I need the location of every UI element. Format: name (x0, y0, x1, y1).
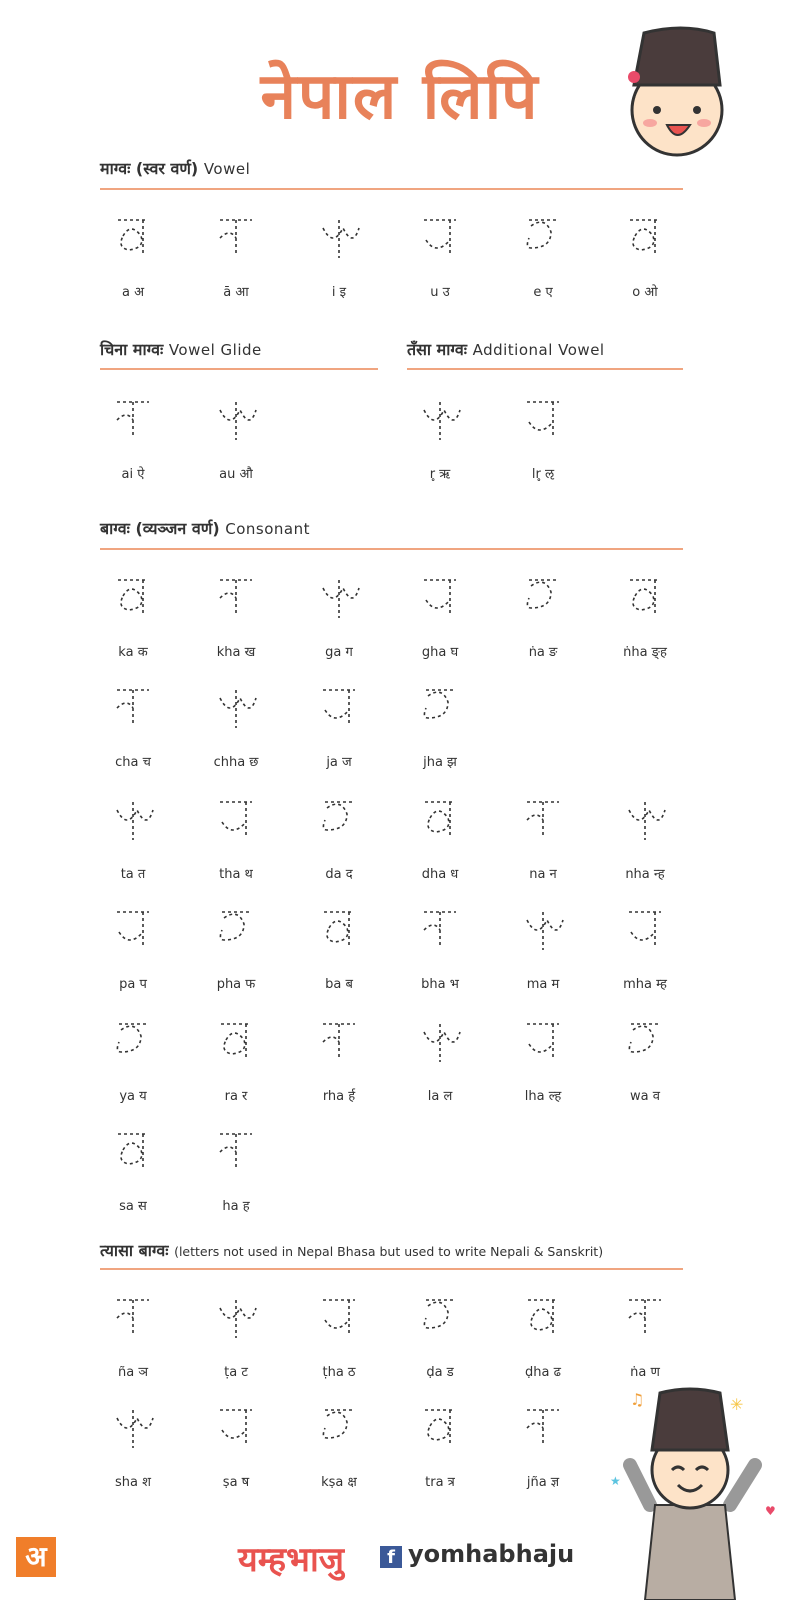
traceable-letter-icon (615, 900, 675, 960)
traceable-letter-icon (513, 390, 573, 450)
letter-cell (498, 1288, 588, 1380)
traceable-letter-icon (103, 900, 163, 960)
traceable-letter-icon (615, 790, 675, 850)
traceable-letter-icon (410, 1398, 470, 1458)
traceable-letter-icon (206, 1012, 266, 1072)
traceable-letter-icon (513, 900, 573, 960)
letter-label: i इ (331, 285, 347, 300)
traceable-letter-icon (206, 208, 266, 268)
letter-cell (294, 900, 384, 992)
traceable-letter-icon (513, 208, 573, 268)
traceable-letter-icon (410, 900, 470, 960)
traceable-letter-icon (206, 790, 266, 850)
traceable-letter-icon (103, 1398, 163, 1458)
traceable-letter-icon (513, 1012, 573, 1072)
letter-cell (395, 390, 485, 482)
traceable-letter-icon (206, 678, 266, 738)
brand-wordmark: यम्हभाजु (238, 1540, 344, 1580)
letter-cell (191, 208, 281, 300)
traceable-letter-icon (103, 678, 163, 738)
letter-label: pha फ (216, 977, 256, 992)
letter-cell (191, 1012, 281, 1104)
letter-cell (88, 390, 178, 482)
traceable-letter-icon (206, 900, 266, 960)
letter-label: lha ल्ह (524, 1089, 562, 1104)
traceable-letter-icon (410, 568, 470, 628)
letter-label: ma म (526, 977, 560, 992)
traceable-letter-icon (410, 790, 470, 850)
letter-label: da द (325, 867, 353, 882)
divider (100, 1268, 683, 1270)
letter-cell (294, 1398, 384, 1490)
section-glide-heading: चिना माग्वः Vowel Glide (100, 340, 262, 359)
letter-cell (498, 1012, 588, 1104)
traceable-letter-icon (513, 1398, 573, 1458)
letter-label: wa व (630, 1089, 660, 1104)
letter-label: rha र्ह (322, 1089, 356, 1104)
letter-cell (600, 208, 690, 300)
letter-cell (600, 568, 690, 660)
facebook-icon[interactable]: f (380, 1546, 402, 1568)
traceable-letter-icon (103, 790, 163, 850)
letter-cell (191, 568, 281, 660)
letter-label: dha ध (421, 867, 459, 882)
letter-label: ḍa ड (426, 1365, 454, 1380)
letter-label: chha छ (213, 755, 259, 770)
letter-label: cha च (115, 755, 151, 770)
section-vowel-heading: माग्वः (स्वर वर्ण) Vowel (100, 159, 251, 178)
letter-cell (600, 790, 690, 882)
traceable-letter-icon (103, 1012, 163, 1072)
letter-label: o ओ (632, 285, 658, 300)
traceable-letter-icon (103, 1122, 163, 1182)
letter-label: ṅa ण (630, 1365, 660, 1380)
letter-cell (600, 1012, 690, 1104)
traceable-letter-icon (615, 208, 675, 268)
letter-label: ka क (118, 645, 148, 660)
letter-cell (88, 790, 178, 882)
traceable-letter-icon (309, 678, 369, 738)
letter-cell (191, 1122, 281, 1214)
letter-cell (191, 1288, 281, 1380)
traceable-letter-icon (410, 390, 470, 450)
letter-cell (498, 900, 588, 992)
letter-cell (88, 1122, 178, 1214)
letter-cell (395, 1398, 485, 1490)
traceable-letter-icon (309, 568, 369, 628)
letter-label: a अ (121, 285, 145, 300)
traceable-letter-icon (103, 390, 163, 450)
letter-cell (294, 568, 384, 660)
section-additional-heading: तँसा माग्वः Additional Vowel (407, 340, 605, 359)
letter-label: ra र (224, 1089, 248, 1104)
svg-text:♫: ♫ (630, 1390, 645, 1409)
letter-label: mha म्ह (623, 977, 667, 992)
letter-label: jña ज्ञ (526, 1475, 560, 1490)
letter-label: tha थ (219, 867, 253, 882)
traceable-letter-icon (206, 1398, 266, 1458)
letter-label: bha भ (421, 977, 459, 992)
letter-cell (191, 1398, 281, 1490)
letter-cell (395, 1012, 485, 1104)
traceable-letter-icon (309, 1288, 369, 1348)
mascot-top-icon (612, 25, 742, 160)
traceable-letter-icon (103, 1288, 163, 1348)
traceable-letter-icon (206, 1122, 266, 1182)
letter-label: sa स (119, 1199, 147, 1214)
letter-cell (191, 678, 281, 770)
divider (100, 188, 683, 190)
letter-cell (191, 900, 281, 992)
traceable-letter-icon (615, 568, 675, 628)
traceable-letter-icon (206, 390, 266, 450)
letter-cell (395, 568, 485, 660)
letter-cell (498, 390, 588, 482)
letter-cell (498, 1398, 588, 1490)
letter-cell (191, 390, 281, 482)
letter-cell (88, 1288, 178, 1380)
traceable-letter-icon (206, 568, 266, 628)
traceable-letter-icon (410, 1012, 470, 1072)
traceable-letter-icon (309, 790, 369, 850)
letter-label: pa प (119, 977, 147, 992)
page-title: नेपाल लिपि (260, 60, 540, 134)
letter-label: ṅa ङ (528, 645, 558, 660)
letter-label: e ए (533, 285, 553, 300)
letter-cell (294, 678, 384, 770)
section-consonant-heading: बाग्वः (व्यञ्जन वर्ण) Consonant (100, 519, 310, 538)
traceable-letter-icon (410, 678, 470, 738)
letter-cell (600, 1288, 690, 1380)
letter-cell (294, 790, 384, 882)
letter-label: kṣa क्ष (321, 1475, 357, 1490)
traceable-letter-icon (206, 1288, 266, 1348)
letter-label: ña ञ (118, 1365, 148, 1380)
letter-label: ḍha ढ (525, 1365, 561, 1380)
letter-cell (88, 678, 178, 770)
divider (100, 368, 378, 370)
traceable-letter-icon (615, 1012, 675, 1072)
letter-label: ā आ (223, 285, 249, 300)
letter-cell (191, 790, 281, 882)
letter-label: la ल (427, 1089, 453, 1104)
letter-cell (294, 1012, 384, 1104)
letter-label: tra त्र (425, 1475, 455, 1490)
letter-label: kha ख (216, 645, 256, 660)
letter-label: jha झ (423, 755, 457, 770)
brand-logo-icon: अ (16, 1537, 56, 1577)
traceable-letter-icon (309, 1398, 369, 1458)
traceable-letter-icon (309, 208, 369, 268)
letter-cell (498, 568, 588, 660)
letter-label: ya य (119, 1089, 147, 1104)
traceable-letter-icon (103, 568, 163, 628)
traceable-letter-icon (615, 1288, 675, 1348)
facebook-handle[interactable]: yomhabhaju (408, 1540, 575, 1568)
svg-text:♥: ♥ (765, 1504, 776, 1518)
letter-label: ba ब (325, 977, 353, 992)
letter-label: u उ (430, 285, 450, 300)
letter-cell (88, 1398, 178, 1490)
letter-label: ja ज (326, 755, 352, 770)
mascot-cheering-icon (590, 1385, 790, 1600)
traceable-letter-icon (309, 900, 369, 960)
letter-label: na न (529, 867, 557, 882)
letter-label: nha न्ह (625, 867, 665, 882)
letter-cell (498, 208, 588, 300)
letter-cell (88, 900, 178, 992)
letter-cell (88, 208, 178, 300)
letter-cell (395, 208, 485, 300)
svg-text:✳: ✳ (730, 1395, 744, 1414)
letter-label: ṭa ट (224, 1365, 248, 1380)
letter-cell (395, 900, 485, 992)
letter-label: ṭha ठ (322, 1365, 356, 1380)
letter-label: ṣa ष (222, 1475, 250, 1490)
section-extra-heading: त्यासा बाग्वः (letters not used in Nepal Bhasa but used to write Nepali & Sanskrit) (100, 1241, 604, 1260)
traceable-letter-icon (103, 208, 163, 268)
traceable-letter-icon (513, 1288, 573, 1348)
letter-label: au औ (219, 467, 253, 482)
letter-cell (600, 900, 690, 992)
traceable-letter-icon (410, 208, 470, 268)
letter-cell (294, 1288, 384, 1380)
letter-label: ta त (120, 867, 146, 882)
letter-cell (395, 790, 485, 882)
letter-label: lr̥ ऌ (531, 467, 555, 482)
letter-label: sha श (115, 1475, 151, 1490)
traceable-letter-icon (410, 1288, 470, 1348)
svg-text:★: ★ (610, 1474, 621, 1488)
letter-cell (395, 678, 485, 770)
divider (407, 368, 683, 370)
letter-cell (498, 790, 588, 882)
letter-cell (88, 568, 178, 660)
divider (100, 548, 683, 550)
letter-label: r̥ ऋ (429, 467, 451, 482)
letter-label: gha घ (421, 645, 459, 660)
letter-label: ṅha ङ्ह (623, 645, 667, 660)
letter-cell (88, 1012, 178, 1104)
letter-label: ha ह (222, 1199, 250, 1214)
letter-label: ai ऐ (121, 467, 145, 482)
traceable-letter-icon (513, 568, 573, 628)
letter-cell (294, 208, 384, 300)
letter-label: ga ग (325, 645, 353, 660)
traceable-letter-icon (513, 790, 573, 850)
traceable-letter-icon (309, 1012, 369, 1072)
letter-cell (395, 1288, 485, 1380)
